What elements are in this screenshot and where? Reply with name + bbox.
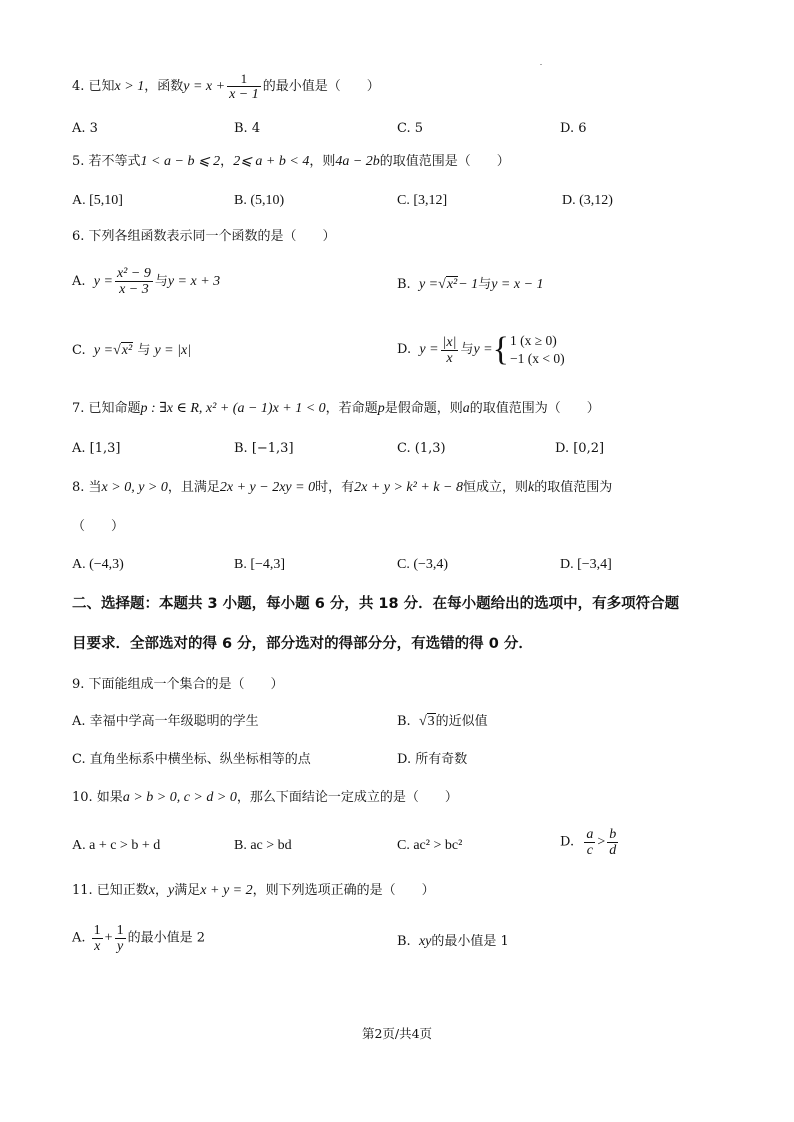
q9-option-c[interactable]: C. 直角坐标系中横坐标、纵坐标相等的点: [72, 752, 311, 767]
question-8: 8. 当x > 0, y > 0，且满足2x + y − 2xy = 0时，有2x + y > k² + k − 8恒成立，则k的取值范围为: [72, 480, 613, 495]
sqrt-sign: √x²: [438, 277, 458, 292]
question-9: 9. 下面能组成一个集合的是（ ）: [72, 677, 284, 692]
piecewise-cases: 1 (x ≥ 0) −1 (x < 0): [509, 333, 565, 366]
q4-option-b[interactable]: B. 4: [234, 121, 261, 136]
sqrt-sign: √3: [418, 714, 435, 729]
scan-speck: [540, 64, 542, 65]
q6-option-d[interactable]: D. y = $\frac{|x|}{x}$ 与y ={ 1 (x ≥ 0) −1 (x < 0): [397, 331, 565, 368]
left-brace: {: [492, 331, 509, 368]
q5-option-a[interactable]: A. [5,10]: [72, 193, 123, 208]
question-11: 11. 已知正数x，y满足x + y = 2，则下列选项正确的是（ ）: [72, 883, 435, 898]
q5-option-d[interactable]: D. (3,12): [562, 193, 613, 208]
fraction: $\frac{a}{c}$: [586, 827, 594, 858]
q10-option-b[interactable]: B. ac > bd: [234, 838, 292, 853]
q4-option-d[interactable]: D. 6: [560, 121, 587, 136]
page-footer: 第2页/共4页: [361, 1026, 433, 1041]
fraction: $\frac{\text{x² − 9}}{x - 3}$: [116, 266, 151, 297]
q7-option-d[interactable]: D. [0,2]: [555, 441, 605, 456]
q11-option-a[interactable]: A. $\frac{1}{x}$ + $\frac{1}{y}$ 的最小值是 2: [72, 923, 205, 954]
q10-option-c[interactable]: C. ac² > bc²: [397, 838, 463, 853]
fraction: $\frac{|x|}{x}$: [442, 334, 457, 366]
q9-option-b[interactable]: B. √3的近似值: [397, 714, 488, 729]
fraction: $\frac{1}{x - 1}$: [229, 71, 259, 102]
q8-answer-paren: （ ）: [72, 519, 125, 534]
q8-option-d[interactable]: D. [−3,4]: [560, 557, 612, 572]
q5-option-c[interactable]: C. [3,12]: [397, 193, 448, 208]
fraction: $\frac{1}{y}$: [116, 923, 124, 954]
q8-option-c[interactable]: C. (−3,4): [397, 557, 449, 572]
question-5: 5. 若不等式1 < a − b ⩽ 2，2⩽ a + b < 4，则4a − 2b的取值范围是（ ）: [72, 154, 510, 169]
q6-option-c[interactable]: C. y =√x² 与 y = |x|: [72, 343, 192, 358]
q5-option-b[interactable]: B. (5,10): [234, 193, 285, 208]
q9-option-a[interactable]: A. 幸福中学高一年级聪明的学生: [72, 714, 259, 729]
q8-option-b[interactable]: B. [−4,3]: [234, 557, 286, 572]
q8-option-a[interactable]: A. (−4,3): [72, 557, 124, 572]
question-4: 4. 已知x > 1，函数y = x + $\frac{1}{x - 1}$ 的最小值是（ ）: [72, 71, 380, 102]
fraction: $\frac{b}{d}$: [609, 827, 617, 858]
q7-option-a[interactable]: A. [1,3]: [72, 441, 121, 456]
q11-option-b[interactable]: B. xy的最小值是 1: [397, 934, 509, 949]
question-7: 7. 已知命题p : ∃x ∈ R, x² + (a − 1)x + 1 < 0，若命题p是假命题，则a的取值范围为（ ）: [72, 401, 600, 416]
section-heading-line-1: 二、选择题：本题共 3 小题，每小题 6 分，共 18 分．在每小题给出的选项中，有多项符合题: [72, 596, 680, 612]
q7-option-b[interactable]: B. [−1,3]: [234, 441, 294, 456]
q7-option-c[interactable]: C. (1,3): [397, 441, 446, 456]
q10-option-d[interactable]: D. $\frac{a}{c}$ > $\frac{b}{d}$: [560, 827, 617, 858]
fraction: $\frac{1}{x}$: [93, 923, 101, 954]
question-10: 10. 如果a > b > 0, c > d > 0，那么下面结论一定成立的是（ ）: [72, 790, 458, 805]
q9-option-d[interactable]: D. 所有奇数: [397, 752, 468, 767]
sqrt-sign: √x²: [113, 343, 133, 358]
q4-option-a[interactable]: A. 3: [72, 121, 98, 136]
q10-option-a[interactable]: A. a + c > b + d: [72, 838, 161, 853]
section-heading-line-2: 目要求．全部选对的得 6 分，部分选对的得部分分，有选错的得 0 分．: [72, 636, 533, 652]
q4-option-c[interactable]: C. 5: [397, 121, 424, 136]
q6-option-a[interactable]: A. y = $\frac{\text{x² − 9}}{x - 3}$ 与y = x + 3: [72, 266, 221, 297]
question-6: 6. 下列各组函数表示同一个函数的是（ ）: [72, 229, 336, 244]
q6-option-b[interactable]: B. y =√x²− 1与y = x − 1: [397, 277, 544, 292]
